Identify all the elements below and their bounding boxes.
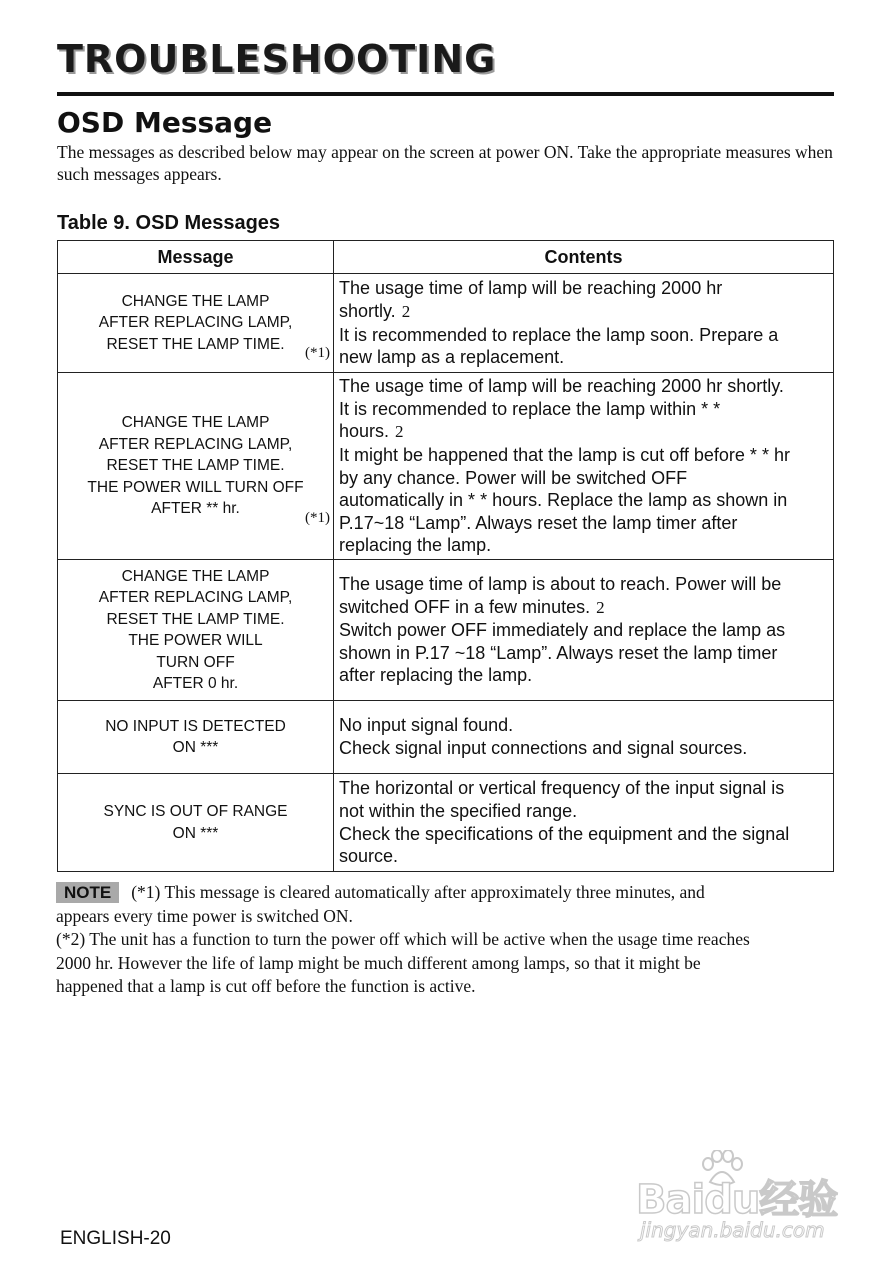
table-header-row bbox=[58, 241, 834, 274]
footnote-mark: 2 bbox=[395, 422, 404, 442]
contents-cell bbox=[334, 560, 834, 701]
message-line: ON *** bbox=[172, 824, 219, 842]
column-header-message: Message bbox=[58, 241, 334, 274]
notes-section bbox=[56, 881, 846, 999]
contents-cell bbox=[334, 701, 834, 774]
message-line: ON *** bbox=[172, 739, 219, 756]
footnote-mark: 2 bbox=[401, 301, 411, 321]
message-line: RESET THE LAMP TIME. bbox=[106, 457, 285, 475]
message-line: AFTER REPLACING LAMP, bbox=[98, 314, 293, 332]
contents-line: The horizontal or vertical frequency of the input signal is bbox=[339, 778, 785, 799]
message-line: RESET THE LAMP TIME. bbox=[106, 335, 285, 353]
contents-line: by any chance. Power will be switched OFF bbox=[339, 467, 688, 488]
message-line: CHANGE THE LAMP bbox=[121, 292, 270, 310]
contents-line: source. bbox=[339, 846, 399, 867]
page-title: TROUBLESHOOTING bbox=[57, 37, 497, 81]
contents-line: after replacing the lamp. bbox=[339, 665, 533, 686]
message-cell bbox=[58, 701, 334, 774]
contents-line: No input signal found. bbox=[339, 715, 514, 736]
contents-line: It might be happened that the lamp is cut off before * * hr bbox=[339, 444, 790, 465]
footnote-mark: 2 bbox=[596, 597, 605, 617]
table-row bbox=[58, 560, 834, 701]
table-caption: Table 9. OSD Messages bbox=[57, 212, 281, 234]
contents-line: It is recommended to replace the lamp within * * bbox=[339, 398, 721, 419]
contents-line: shortly. bbox=[339, 300, 396, 321]
column-header-contents: Contents bbox=[334, 241, 834, 274]
note-line: happened that a lamp is cut off before the function is active. bbox=[56, 976, 476, 996]
message-line: AFTER REPLACING LAMP, bbox=[98, 589, 293, 606]
watermark-url: jingyan.baidu.com bbox=[640, 1218, 825, 1242]
contents-line: The usage time of lamp will be reaching 2000 hr shortly. bbox=[339, 376, 784, 397]
title-divider bbox=[57, 92, 834, 96]
message-line: THE POWER WILL TURN OFF bbox=[87, 478, 304, 496]
watermark-brand: Baidu经验 bbox=[636, 1177, 838, 1223]
note-reference: (*1) bbox=[305, 509, 330, 526]
contents-cell bbox=[334, 274, 834, 373]
contents-line: The usage time of lamp is about to reach. Power will be bbox=[339, 574, 782, 595]
message-line: CHANGE THE LAMP bbox=[121, 414, 270, 432]
message-line: TURN OFF bbox=[156, 653, 235, 671]
contents-line: shown in P.17 ~18 “Lamp”. Always reset the lamp timer bbox=[339, 642, 778, 663]
message-line: RESET THE LAMP TIME. bbox=[106, 610, 285, 628]
message-line: AFTER ** hr. bbox=[151, 500, 240, 518]
message-cell bbox=[58, 560, 334, 701]
page-number: ENGLISH-20 bbox=[60, 1228, 171, 1249]
table-row bbox=[58, 774, 834, 872]
message-cell bbox=[58, 274, 334, 373]
intro-paragraph: The messages as described below may appear on the screen at power ON. Take the appropriate measures when such messages appears. bbox=[57, 142, 833, 184]
contents-line: Check the specifications of the equipment and the signal bbox=[339, 823, 790, 844]
section-title: OSD Message bbox=[57, 106, 273, 139]
baidu-watermark bbox=[636, 1150, 846, 1246]
osd-messages-table bbox=[57, 240, 834, 872]
table-row bbox=[58, 701, 834, 774]
contents-line: Check signal input connections and signal sources. bbox=[339, 738, 748, 758]
contents-line: Switch power OFF immediately and replace the lamp as bbox=[339, 620, 786, 641]
note-reference: (*1) bbox=[305, 344, 330, 361]
contents-line: not within the specified range. bbox=[339, 800, 578, 821]
message-line: NO INPUT IS DETECTED bbox=[105, 717, 286, 735]
contents-line: The usage time of lamp will be reaching 2000 hr bbox=[339, 278, 723, 299]
message-line: SYNC IS OUT OF RANGE bbox=[103, 803, 288, 820]
message-line: THE POWER WILL bbox=[128, 632, 263, 649]
note-badge: NOTE bbox=[56, 882, 119, 903]
note-line: (*1) This message is cleared automatically after approximately three minutes, and bbox=[131, 882, 705, 902]
table-row bbox=[58, 373, 834, 560]
note-line: 2000 hr. However the life of lamp might be much different among lamps, so that it might be bbox=[56, 952, 701, 973]
contents-cell bbox=[334, 774, 834, 872]
contents-line: new lamp as a replacement. bbox=[339, 347, 565, 368]
contents-line: automatically in * * hours. Replace the lamp as shown in bbox=[339, 490, 788, 511]
note-line: (*2) The unit has a function to turn the power off which will be active when the usage time reaches bbox=[56, 929, 750, 949]
message-cell bbox=[58, 373, 334, 560]
contents-line: hours. bbox=[339, 421, 390, 442]
contents-cell bbox=[334, 373, 834, 560]
contents-line: It is recommended to replace the lamp soon. Prepare a bbox=[339, 324, 779, 345]
message-line: AFTER 0 hr. bbox=[152, 675, 239, 692]
contents-line: replacing the lamp. bbox=[339, 535, 492, 556]
contents-line: switched OFF in a few minutes. bbox=[339, 596, 591, 617]
note-line: appears every time power is switched ON. bbox=[56, 905, 353, 926]
message-line: CHANGE THE LAMP bbox=[121, 567, 270, 585]
contents-line: P.17~18 “Lamp”. Always reset the lamp timer after bbox=[339, 512, 738, 533]
table-row bbox=[58, 274, 834, 373]
message-cell bbox=[58, 774, 334, 872]
message-line: AFTER REPLACING LAMP, bbox=[98, 435, 293, 453]
